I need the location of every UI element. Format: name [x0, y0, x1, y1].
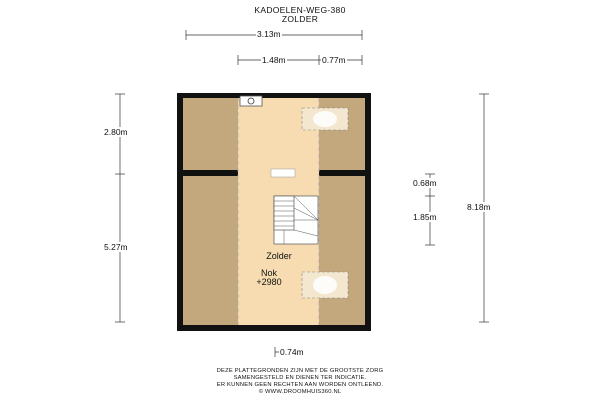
- disclaimer-line-3: ER KUNNEN GEEN RECHTEN AAN WORDEN ONTLEEND.: [216, 382, 384, 388]
- skylight-upper: [302, 108, 348, 130]
- disclaimer-line-1: DEZE PLATTEGRONDEN ZIJN MET DE GROOTSTE ZORG: [216, 368, 384, 374]
- ridge-height: +2980: [256, 277, 282, 287]
- ridge-label: Nok: [260, 268, 277, 278]
- door-frame: [271, 169, 295, 177]
- room-name: Zolder: [266, 251, 292, 261]
- dim-label-bottom: 0.74m: [280, 347, 304, 357]
- dim-label-right-small-a: 0.68m: [413, 178, 437, 188]
- staircase: [274, 196, 318, 244]
- dim-label-right-small-b: 1.85m: [413, 212, 437, 222]
- dim-label-segment-a: 1.48m: [262, 55, 286, 65]
- plan-title: KADOELEN-WEG-380: [254, 5, 346, 15]
- skylight-lower: [302, 272, 348, 298]
- floor-name: ZOLDER: [281, 14, 319, 24]
- upper-slope-left: [183, 98, 238, 170]
- boiler-icon: [240, 96, 262, 106]
- dim-label-total-width: 3.13m: [257, 29, 281, 39]
- dim-label-left-top: 2.80m: [104, 127, 128, 137]
- lower-slope-left: [183, 176, 238, 325]
- disclaimer-line-4: © WWW.DROOMHUIS360.NL: [258, 389, 342, 395]
- dim-label-left-bottom: 5.27m: [104, 242, 128, 252]
- dim-label-segment-b: 0.77m: [322, 55, 346, 65]
- lower-slope-right: [319, 176, 365, 325]
- disclaimer-line-2: SAMENGESTELD EN DIENEN TER INDICATIE.: [233, 375, 367, 381]
- dim-label-total-length: 8.18m: [467, 202, 491, 212]
